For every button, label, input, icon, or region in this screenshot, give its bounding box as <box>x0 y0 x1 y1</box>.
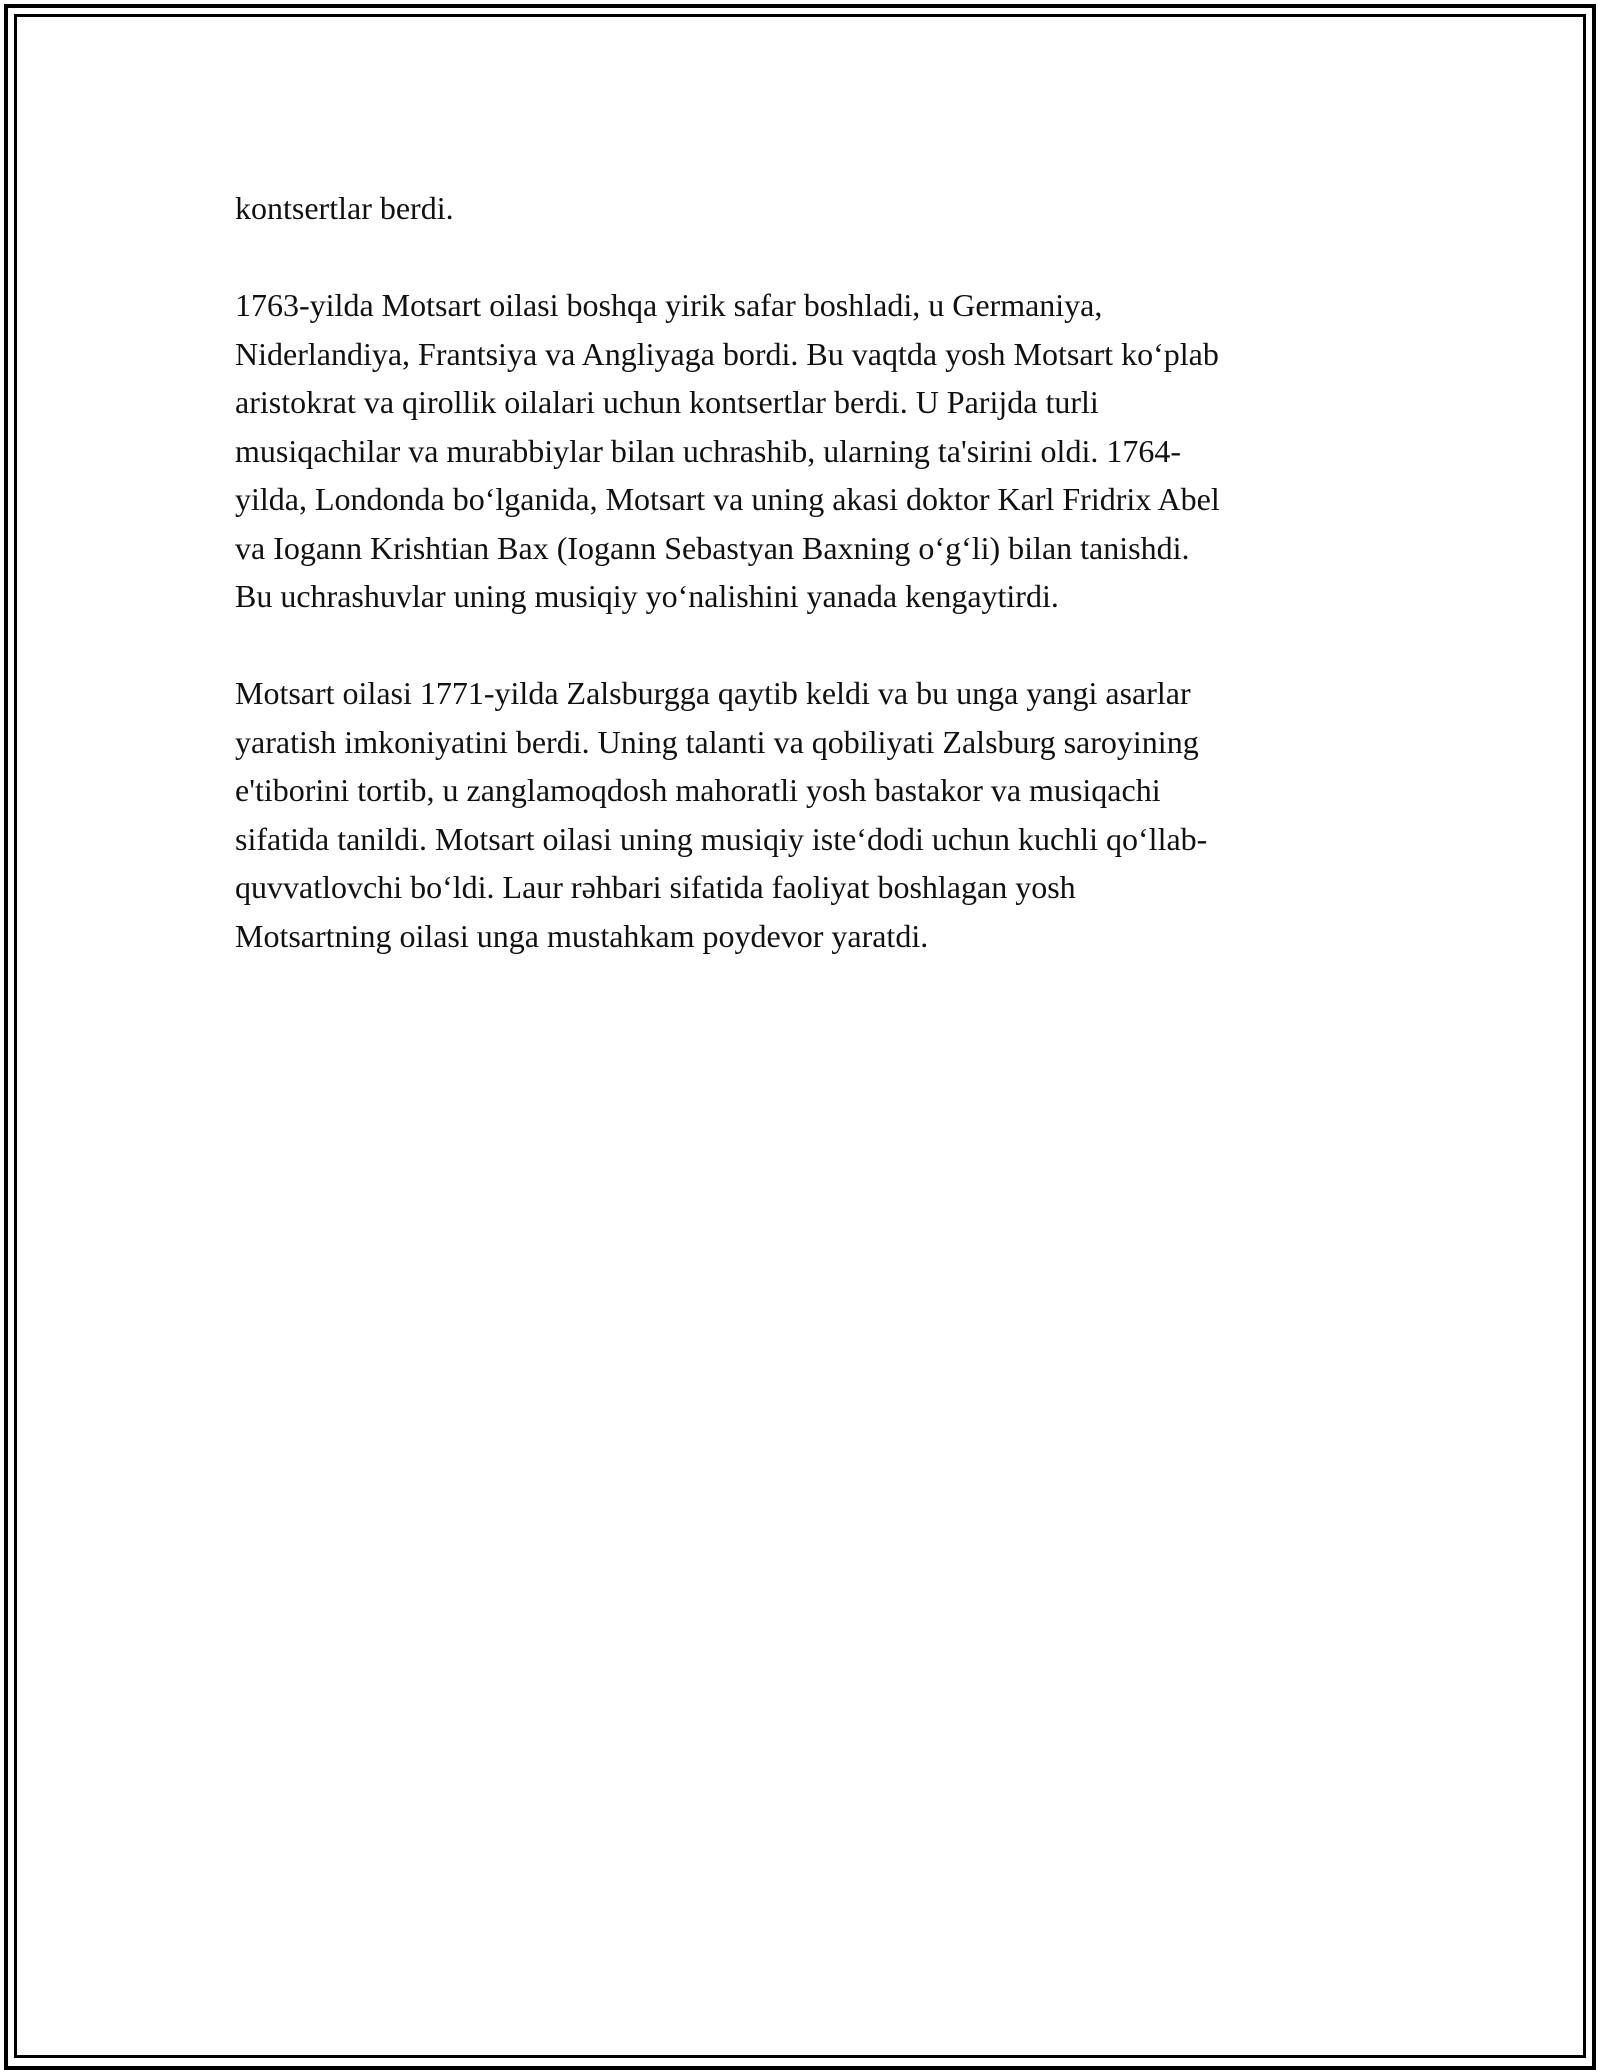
text-line: sifatida tanildi. Motsart oilasi uning musiqiy iste‘dodi uchun kuchli qo‘llab- <box>235 820 1208 857</box>
text-line: va Iogann Krishtian Bax (Iogann Sebastyan Baxning o‘g‘li) bilan tanishdi. <box>235 529 1190 566</box>
text-line: yilda, Londonda bo‘lganida, Motsart va uning akasi doktor Karl Fridrix Abel <box>235 481 1220 517</box>
text-line: Bu uchrashuvlar uning musiqiy yo‘nalishini yanada kengaytirdi. <box>235 578 1059 614</box>
text-line: e'tiborini tortib, u zanglamoqdosh mahoratli yosh bastakor va musiqachi <box>235 772 1161 808</box>
text-line: musiqachilar va murabbiylar bilan uchrashib, ularning ta'sirini oldi. 1764- <box>235 432 1181 469</box>
text-line: aristokrat va qirollik oilalari uchun kontsertlar berdi. U Parijda turli <box>235 384 1099 420</box>
text-line: quvvatlovchi bo‘ldi. Laur rəhbari sifatida faoliyat boshlagan yosh <box>235 869 1076 905</box>
text-line: Motsartning oilasi unga mustahkam poydevor yaratdi. <box>235 917 929 954</box>
text-line: kontsertlar berdi. <box>235 190 454 226</box>
text-line: 1763-yilda Motsart oilasi boshqa yirik safar boshladi, u Germaniya, <box>235 287 1103 323</box>
text-line: Niderlandiya, Frantsiya va Angliyaga bordi. Bu vaqtda yosh Motsart ko‘plab <box>235 335 1219 372</box>
paragraph-2 <box>235 281 1375 621</box>
text-line: Motsart oilasi 1771-yilda Zalsburgga qaytib keldi va bu unga yangi asarlar <box>235 675 1191 711</box>
paragraph-1 <box>235 184 1375 233</box>
paragraph-3 <box>235 669 1375 960</box>
text-line: yaratish imkoniyatini berdi. Uning talanti va qobiliyati Zalsburg saroyining <box>235 723 1199 760</box>
document-body <box>235 184 1375 960</box>
